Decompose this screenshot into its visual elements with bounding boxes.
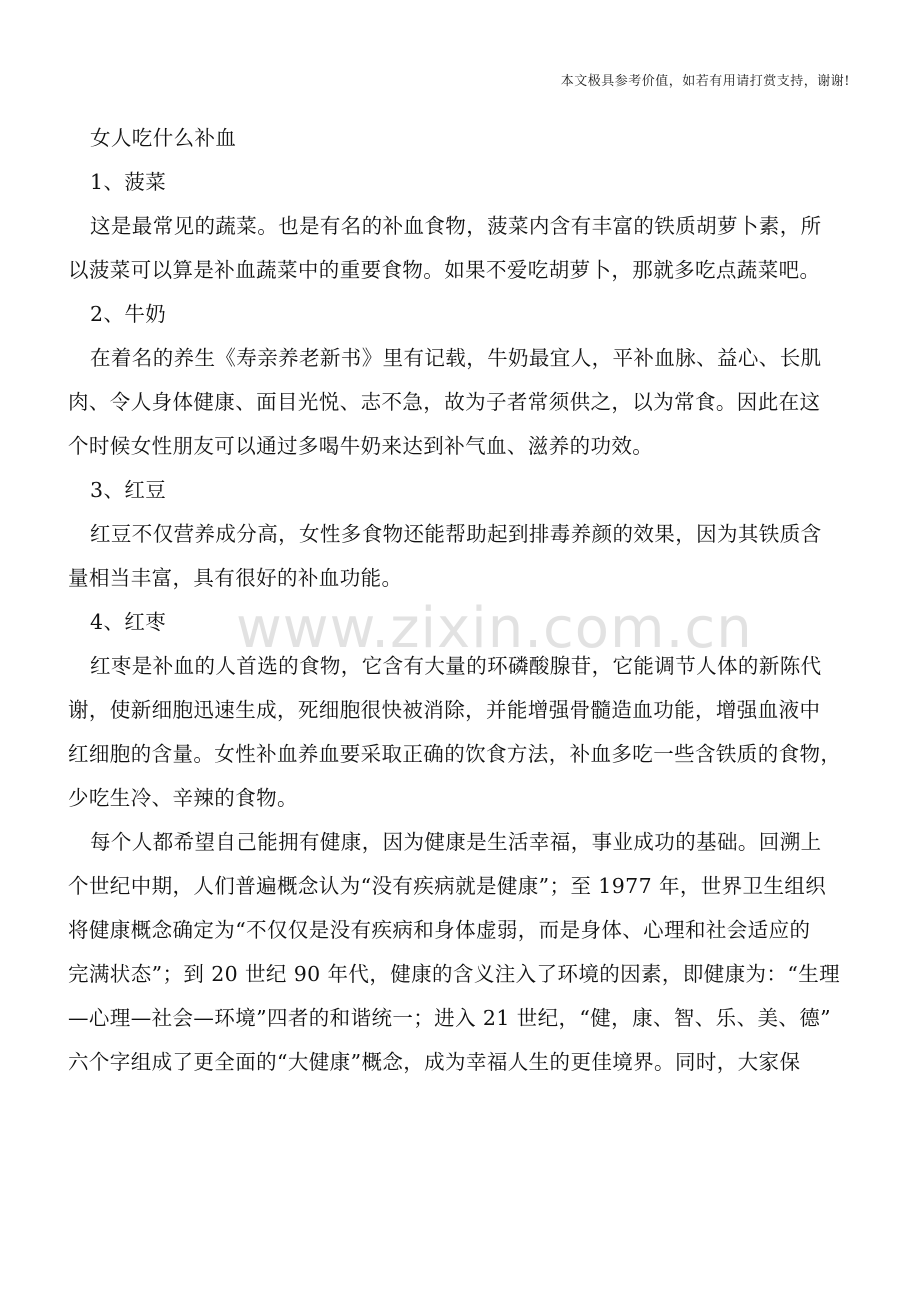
text-line: 这是最常见的蔬菜。也是有名的补血食物，菠菜内含有丰富的铁质胡萝卜素，所	[90, 214, 822, 238]
text-line: 红细胞的含量。女性补血养血要采取正确的饮食方法，补血多吃一些含铁质的食物，	[68, 742, 842, 766]
text-line: 红枣是补血的人首选的食物，它含有大量的环磷酸腺苷，它能调节人体的新陈代	[90, 654, 822, 678]
text-line: 4、红枣	[90, 610, 167, 634]
watermark: www.zixin.com.cn	[236, 596, 753, 661]
text-line: 女人吃什么补血	[90, 126, 237, 150]
text-line: —心理—社会—环境”四者的和谐统一；进入 21 世纪，“健，康、智、乐、美、德”	[68, 1006, 832, 1030]
text-line: 肉、令人身体健康、面目光悦、志不急，故为子者常须供之，以为常食。因此在这	[68, 390, 821, 414]
text-line: 个时候女性朋友可以通过多喝牛奶来达到补气血、滋养的功效。	[68, 434, 654, 458]
document-body	[68, 116, 854, 1084]
header-note: 本文极具参考价值，如若有用请打赏支持，谢谢!	[560, 74, 850, 89]
text-line: 六个字组成了更全面的“大健康”概念，成为幸福人生的更佳境界。同时，大家保	[68, 1050, 801, 1074]
text-line: 少吃生冷、辛辣的食物。	[68, 786, 298, 810]
text-line: 个世纪中期，人们普遍概念认为“没有疾病就是健康”；至 1977 年，世界卫生组织	[68, 874, 827, 898]
text-line: 量相当丰富，具有很好的补血功能。	[68, 566, 403, 590]
text-line: 完满状态”；到 20 世纪 90 年代，健康的含义注入了环境的因素，即健康为：“生理	[68, 962, 840, 986]
text-line: 谢，使新细胞迅速生成，死细胞很快被消除，并能增强骨髓造血功能，增强血液中	[68, 698, 821, 722]
text-line: 红豆不仅营养成分高，女性多食物还能帮助起到排毒养颜的效果，因为其铁质含	[90, 522, 822, 546]
text-line: 在着名的养生《寿亲养老新书》里有记载，牛奶最宜人，平补血脉、益心、长肌	[90, 346, 822, 370]
text-line: 3、红豆	[90, 478, 167, 502]
text-line: 每个人都希望自己能拥有健康，因为健康是生活幸福，事业成功的基础。回溯上	[90, 830, 822, 854]
text-line: 以菠菜可以算是补血蔬菜中的重要食物。如果不爱吃胡萝卜，那就多吃点蔬菜吧。	[68, 258, 821, 282]
text-line: 将健康概念确定为“不仅仅是没有疾病和身体虚弱，而是身体、心理和社会适应的	[68, 918, 811, 942]
text-line: 1、菠菜	[90, 170, 167, 194]
text-line: 2、牛奶	[90, 302, 167, 326]
